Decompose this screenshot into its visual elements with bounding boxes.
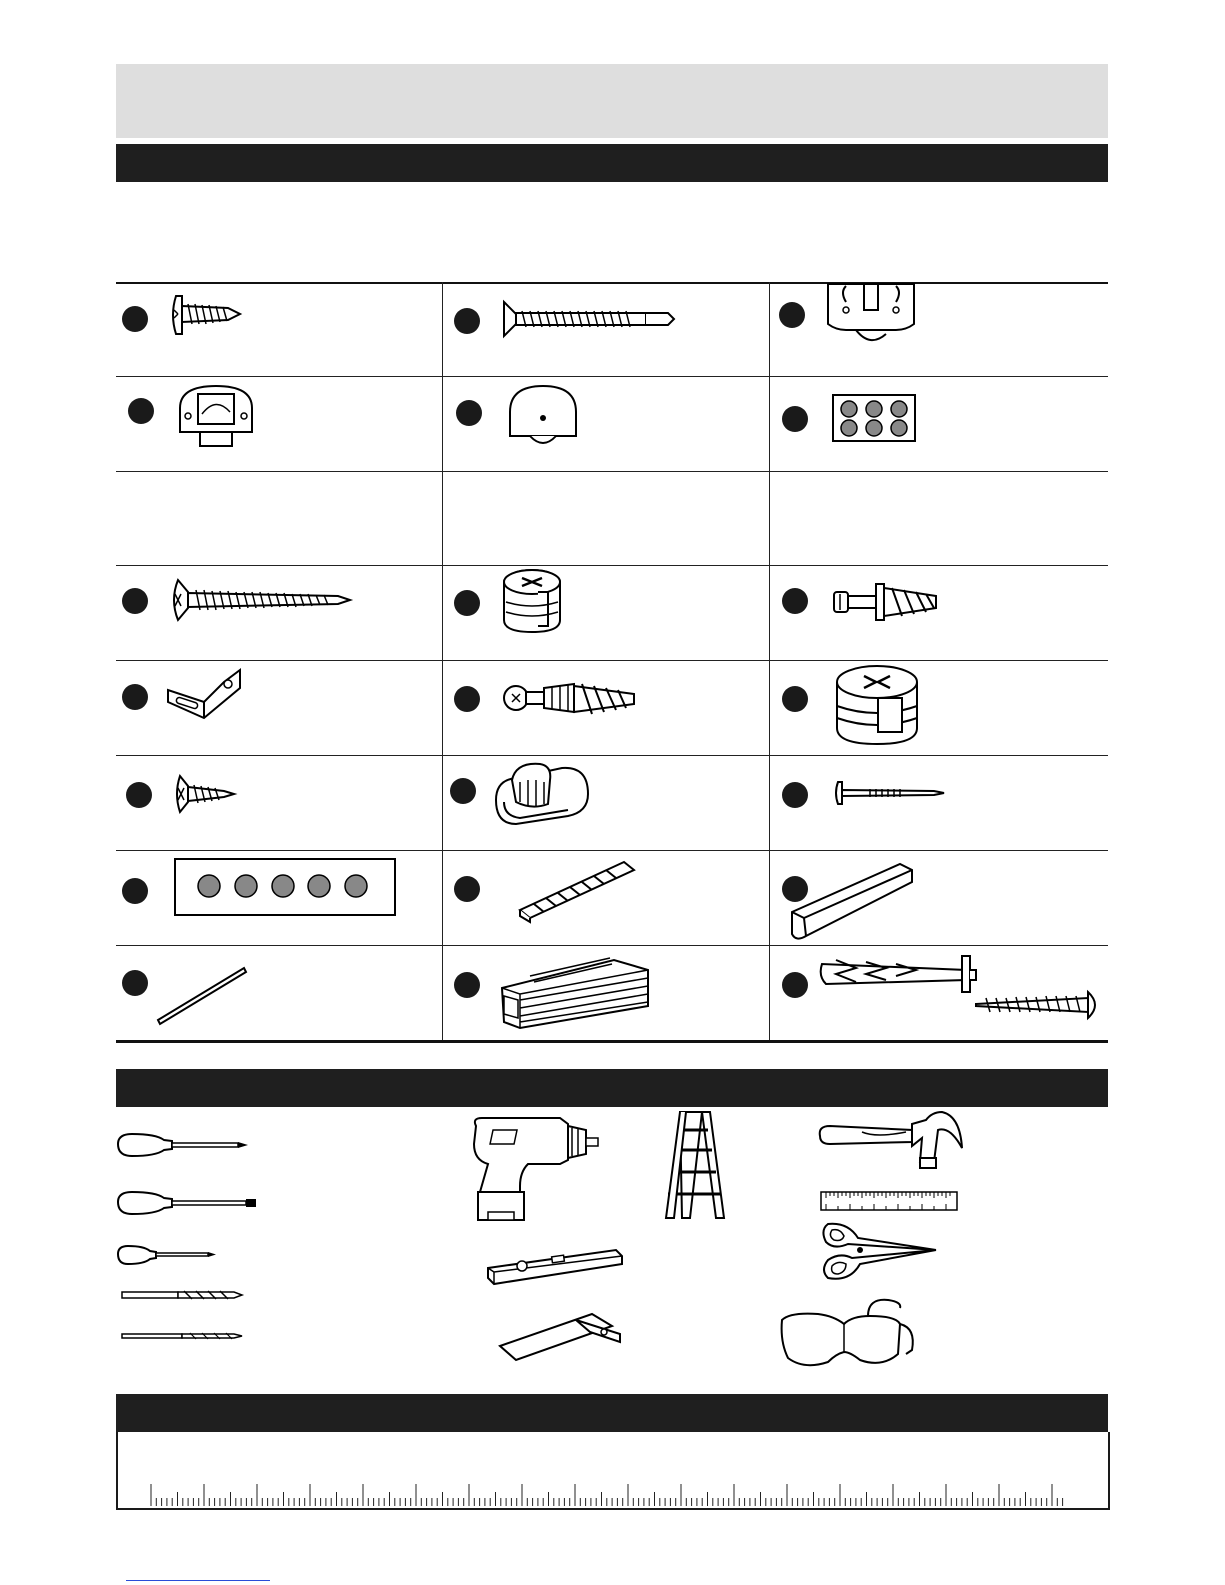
cover-caps-6-icon	[832, 394, 916, 442]
grid-row-divider	[116, 660, 1108, 661]
ruler-box	[116, 1432, 1110, 1510]
power-drill-icon	[468, 1116, 600, 1226]
large-cam-lock-icon	[832, 662, 922, 748]
grid-row-divider	[116, 850, 1108, 851]
hinge-mount-icon	[176, 382, 256, 452]
part-marker	[782, 972, 808, 998]
channel-profile-icon	[500, 956, 650, 1030]
grid-col-divider	[769, 282, 770, 1040]
try-square-icon	[498, 1312, 622, 1368]
rod-icon	[156, 966, 248, 1024]
hinge-plate-icon	[826, 282, 916, 346]
cam-lock-icon	[502, 566, 572, 636]
fittings-section-bar	[116, 144, 1108, 182]
small-screwdriver-icon	[116, 1242, 220, 1268]
part-marker	[126, 782, 152, 808]
part-marker	[454, 972, 480, 998]
footer-link-underline	[126, 1580, 270, 1581]
tools-area	[116, 1116, 1108, 1386]
thin-drill-bit-icon	[120, 1330, 244, 1342]
nail-icon	[834, 778, 948, 808]
fittings-grid	[116, 282, 1108, 1054]
grid-col-divider	[442, 282, 443, 1040]
tools-section-bar	[116, 1069, 1108, 1107]
header-band	[116, 64, 1108, 138]
part-marker	[122, 588, 148, 614]
grid-row-divider	[116, 755, 1108, 756]
part-marker	[779, 302, 805, 328]
connecting-bolt-icon	[502, 676, 642, 722]
safety-goggles-icon	[778, 1294, 918, 1372]
hammer-icon	[816, 1108, 966, 1172]
part-marker	[122, 306, 148, 332]
grid-row-divider	[116, 376, 1108, 377]
part-marker	[782, 686, 808, 712]
part-marker	[456, 400, 482, 426]
scissors-icon	[818, 1220, 940, 1284]
countersunk-drill-screw-icon	[502, 298, 682, 338]
part-marker	[128, 398, 154, 424]
grid-row-divider	[116, 945, 1108, 946]
part-marker	[122, 878, 148, 904]
angle-bracket-icon	[164, 666, 244, 726]
part-marker	[454, 686, 480, 712]
wall-plug-screw-icon	[816, 954, 1106, 1042]
part-marker	[450, 778, 476, 804]
grid-row-divider	[116, 565, 1108, 566]
drawer-slider-icon	[518, 856, 638, 922]
part-marker	[454, 876, 480, 902]
grid-top-border	[116, 282, 1108, 284]
shelf-support-icon	[492, 760, 592, 830]
cover-caps-5-icon	[174, 858, 396, 916]
part-marker	[782, 588, 808, 614]
part-marker	[454, 590, 480, 616]
hinge-cover-icon	[508, 382, 578, 452]
pan-head-screw-icon	[168, 290, 248, 340]
part-marker	[122, 684, 148, 710]
tape-measure-icon	[820, 1190, 960, 1212]
ruler-section-bar	[116, 1394, 1108, 1432]
part-marker	[454, 308, 480, 334]
phillips-screwdriver-icon	[116, 1130, 250, 1160]
small-screw-icon	[172, 772, 242, 816]
grid-row-divider	[116, 471, 1108, 472]
part-marker	[782, 406, 808, 432]
part-marker	[782, 782, 808, 808]
ruler-scale	[118, 1432, 1108, 1508]
dowel-connector-icon	[832, 580, 942, 624]
trim-strip-icon	[790, 862, 920, 944]
part-marker	[122, 970, 148, 996]
flathead-screwdriver-icon	[116, 1188, 260, 1218]
long-wood-screw-icon	[168, 576, 358, 626]
drill-bit-icon	[120, 1288, 244, 1302]
step-ladder-icon	[664, 1110, 728, 1222]
spirit-level-icon	[486, 1246, 626, 1286]
